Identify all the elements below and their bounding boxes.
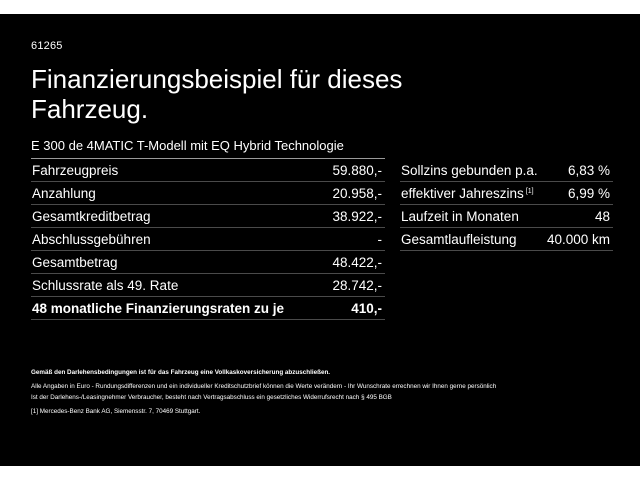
row-label: Gesamtlaufleistung [400,228,544,251]
table-row [31,159,385,182]
row-value: 20.958,- [324,182,385,205]
table-row [31,228,385,251]
disclaimer-line-2: Ist der Darlehens-/Leasingnehmer Verbraucher, besteht nach Vertragsabschluss ein gesetzliches Widerrufsrecht nach § 495 BGB [31,394,392,401]
row-value: 6,99 % [544,182,613,205]
row-value: 6,83 % [544,159,613,182]
row-label-text: effektiver Jahreszins [401,185,524,201]
row-label: Gesamtkreditbetrag [31,205,324,228]
row-value: 48 [544,205,613,228]
row-label: Schlussrate als 49. Rate [31,274,324,297]
financing-table [31,158,385,320]
footnote-reference: [1] [525,187,534,195]
row-value: 410,- [324,297,385,320]
row-label: 48 monatliche Finanzierungsraten zu je [31,297,324,320]
lender-note: [1] Mercedes-Benz Bank AG, Siemensstr. 7, 70469 Stuttgart. [31,408,201,415]
vehicle-model: E 300 de 4MATIC T-Modell mit EQ Hybrid Technologie [31,138,344,153]
table-row [31,182,385,205]
financing-panel [0,14,640,466]
row-label: Anzahlung [31,182,324,205]
row-label: Fahrzeugpreis [31,159,324,182]
table-row [400,182,613,205]
row-label [400,182,544,205]
table-row [400,205,613,228]
row-value: 59.880,- [324,159,385,182]
row-value: 28.742,- [324,274,385,297]
row-label: Sollzins gebunden p.a. [400,159,544,182]
vehicle-code: 61265 [31,40,63,52]
row-label: Abschlussgebühren [31,228,324,251]
interest-table [400,159,613,251]
table-row [31,205,385,228]
table-row [31,251,385,274]
row-value: 38.922,- [324,205,385,228]
row-label: Laufzeit in Monaten [400,205,544,228]
disclaimer-line-1: Alle Angaben in Euro - Rundungsdifferenzen und ein individueller Kreditschutzbrief können die Werte verändern - Ihr Wunschrate errechnen wir Ihnen gerne persönlich [31,383,497,390]
table-row [400,228,613,251]
insurance-note: Gemäß den Darlehensbedingungen ist für das Fahrzeug eine Vollkaskoversicherung abzuschließen. [31,369,331,376]
table-row [400,159,613,182]
monthly-rate-row [31,297,385,320]
row-label: Gesamtbetrag [31,251,324,274]
row-value: 48.422,- [324,251,385,274]
page-title: Finanzierungsbeispiel für dieses Fahrzeug. [31,64,403,124]
table-row [31,274,385,297]
row-value: 40.000 km [544,228,613,251]
row-value: - [324,228,385,251]
